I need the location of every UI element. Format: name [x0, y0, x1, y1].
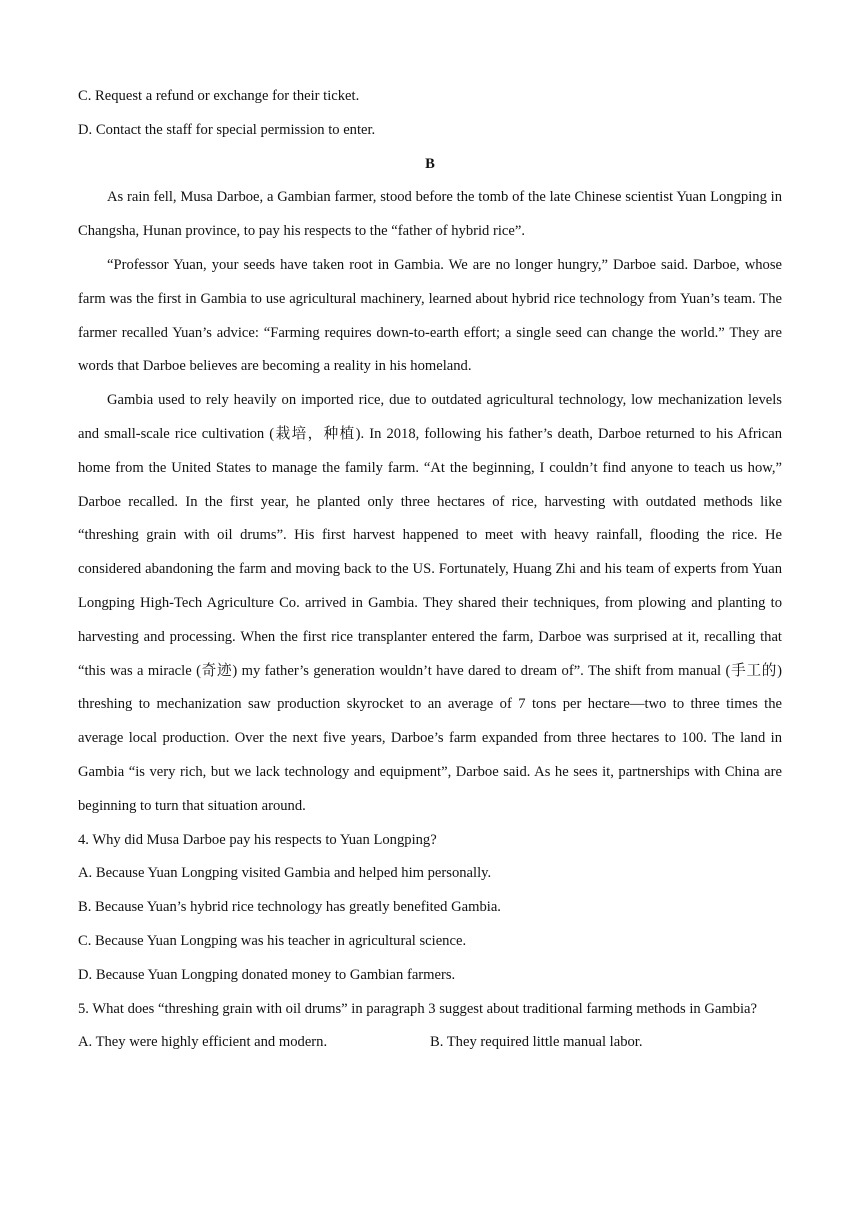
passage-paragraph-1: As rain fell, Musa Darboe, a Gambian farmer, stood before the tomb of the late Chinese scientist Yuan Longping in Changsha, Hunan province, to pay his respects to the “father of hybrid rice”. — [78, 189, 782, 240]
option-3d: D. Contact the staff for special permission to enter. — [78, 121, 376, 138]
option-3c: C. Request a refund or exchange for their ticket. — [78, 88, 360, 104]
option-5b: B. They required little manual labor. — [430, 1034, 643, 1051]
passage-paragraph-2: “Professor Yuan, your seeds have taken root in Gambia. We are no longer hungry,” Darboe said. Darboe, whose farm was the first in Gambia to use agricultural machinery, learned about hybrid rice technology from Yuan’s team. The farmer recalled Yuan’s advice: “Farming requires down-to-earth effort; a single seed can change the world.” They are words that Darboe believes are becoming a reality in his homeland. — [78, 256, 782, 375]
passage-paragraph-3: Gambia used to rely heavily on imported rice, due to outdated agricultural technology, low mechanization levels and small-scale rice cultivation (栽培，种植). In 2018, following his father’s death, Darboe returned to his African home from the United States to manage the family farm. “At the beginning, I couldn’t find anyone to teach us how,” Darboe recalled. In the first year, he planted only three hectares of rice, harvesting with outdated methods like “threshing grain with oil drums”. His first harvest happened to meet with heavy rainfall, flooding the rice. He considered abandoning the farm and moving back to the US. Fortunately, Huang Zhi and his team of experts from Yuan Longping High-Tech Agriculture Co. arrived in Gambia. They shared their techniques, from plowing and planting to harvesting and processing. When the first rice transplanter entered the farm, Darboe was surprised at it, recalling that “this was a miracle (奇迹) my father’s generation wouldn’t have dared to dream of”. The shift from manual (手工的) threshing to mechanization saw production skyrocket to an average of 7 tons per hectare—two to three times the average local production. Over the next five years, Darboe’s farm expanded from three hectares to 100. The land in Gambia “is very rich, but we lack technology and equipment”, Darboe said. As he sees it, partnerships with China are beginning to turn that situation around. — [78, 392, 782, 814]
section-heading: B — [425, 155, 435, 172]
document-page — [78, 80, 782, 1060]
question-5-stem: 5. What does “threshing grain with oil drums” in paragraph 3 suggest about traditional farming methods in Gambia? — [78, 1000, 757, 1017]
question-5-options-row — [78, 1026, 782, 1060]
option-5a: A. They were highly efficient and modern. — [78, 1034, 328, 1051]
option-4b: B. Because Yuan’s hybrid rice technology has greatly benefited Gambia. — [78, 899, 501, 916]
question-4-stem: 4. Why did Musa Darboe pay his respects to Yuan Longping? — [78, 831, 437, 848]
option-4c: C. Because Yuan Longping was his teacher in agricultural science. — [78, 932, 467, 949]
option-4d: D. Because Yuan Longping donated money to Gambian farmers. — [78, 966, 456, 983]
option-4a: A. Because Yuan Longping visited Gambia and helped him personally. — [78, 865, 492, 882]
